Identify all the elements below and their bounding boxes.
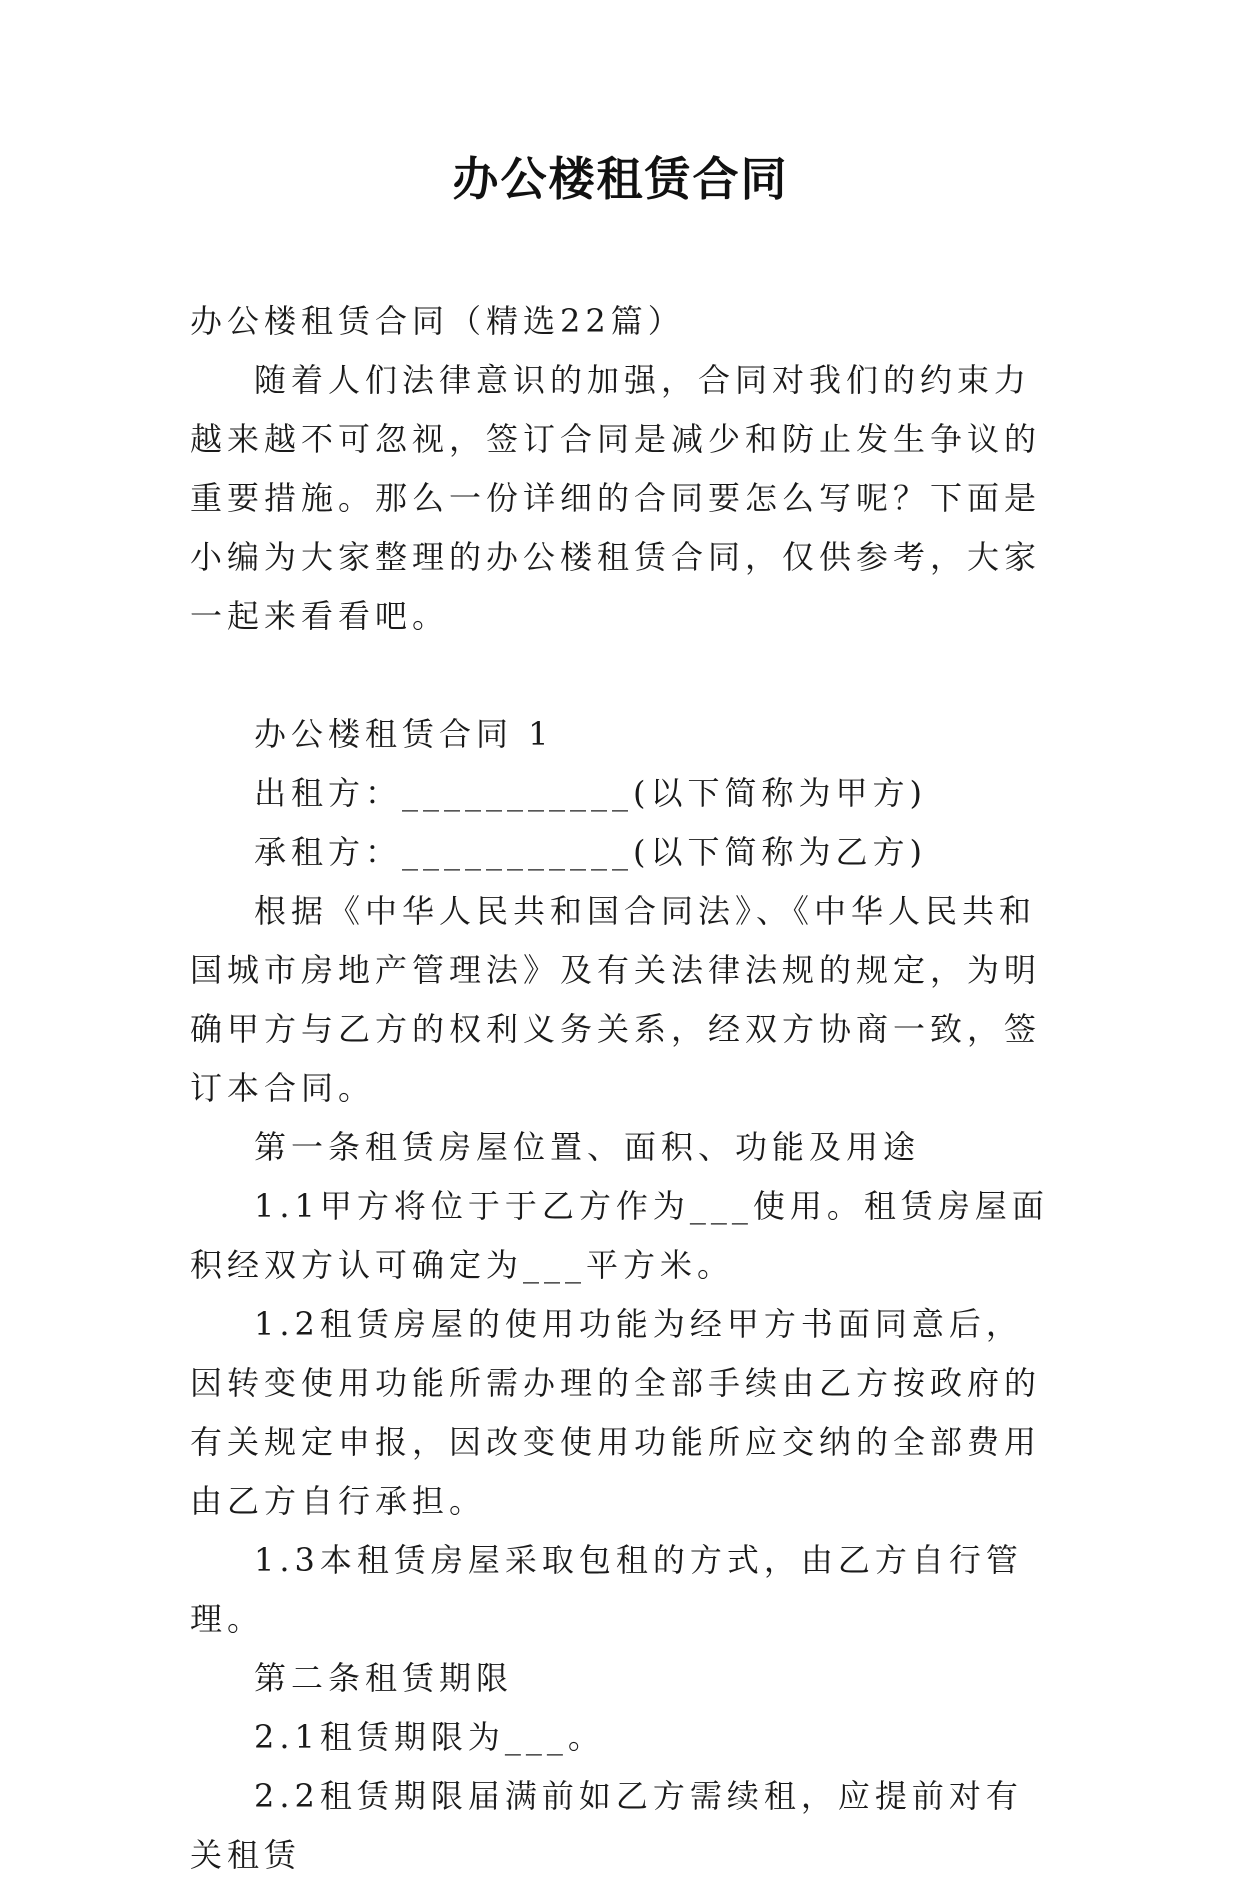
clause-1-2: 1.2租赁房屋的使用功能为经甲方书面同意后，因转变使用功能所需办理的全部手续由乙方按政府的有关规定申报，因改变使用功能所应交纳的全部费用由乙方自行承担。 (190, 1305, 1042, 1520)
article-1-title: 第一条租赁房屋位置、面积、功能及用途 (254, 1128, 921, 1166)
clause-1-1: 1.1甲方将位于于乙方作为___使用。租赁房屋面积经双方认可确定为___平方米。 (190, 1187, 1049, 1284)
lessor-line: 出租方：___________(以下简称为甲方) (254, 774, 927, 812)
basis-paragraph: 根据《中华人民共和国合同法》、《中华人民共和国城市房地产管理法》及有关法律法规的规定，为明确甲方与乙方的权利义务关系，经双方协商一致，签订本合同。 (190, 892, 1042, 1107)
article-2-title: 第二条租赁期限 (254, 1659, 514, 1697)
lessee-line: 承租方：___________(以下简称为乙方) (254, 833, 927, 871)
clause-2-2: 2.2租赁期限届满前如乙方需续租，应提前对有关租赁 (190, 1777, 1023, 1874)
clause-1-3: 1.3本租赁房屋采取包租的方式，由乙方自行管理。 (190, 1541, 1023, 1638)
intro-paragraph: 随着人们法律意识的加强，合同对我们的约束力越来越不可忽视，签订合同是减少和防止发生争议的重要措施。那么一份详细的合同要怎么写呢？下面是小编为大家整理的办公楼租赁合同，仅供参考，大家一起来看看吧。 (190, 361, 1042, 635)
clause-2-1: 2.1租赁期限为___。 (254, 1718, 605, 1756)
document-title: 办公楼租赁合同 (452, 152, 789, 206)
section-heading: 办公楼租赁合同 1 (254, 715, 554, 753)
paragraph-spacer (190, 646, 1050, 705)
document-body (190, 292, 1050, 1885)
document-subtitle: 办公楼租赁合同（精选22篇） (190, 302, 685, 340)
